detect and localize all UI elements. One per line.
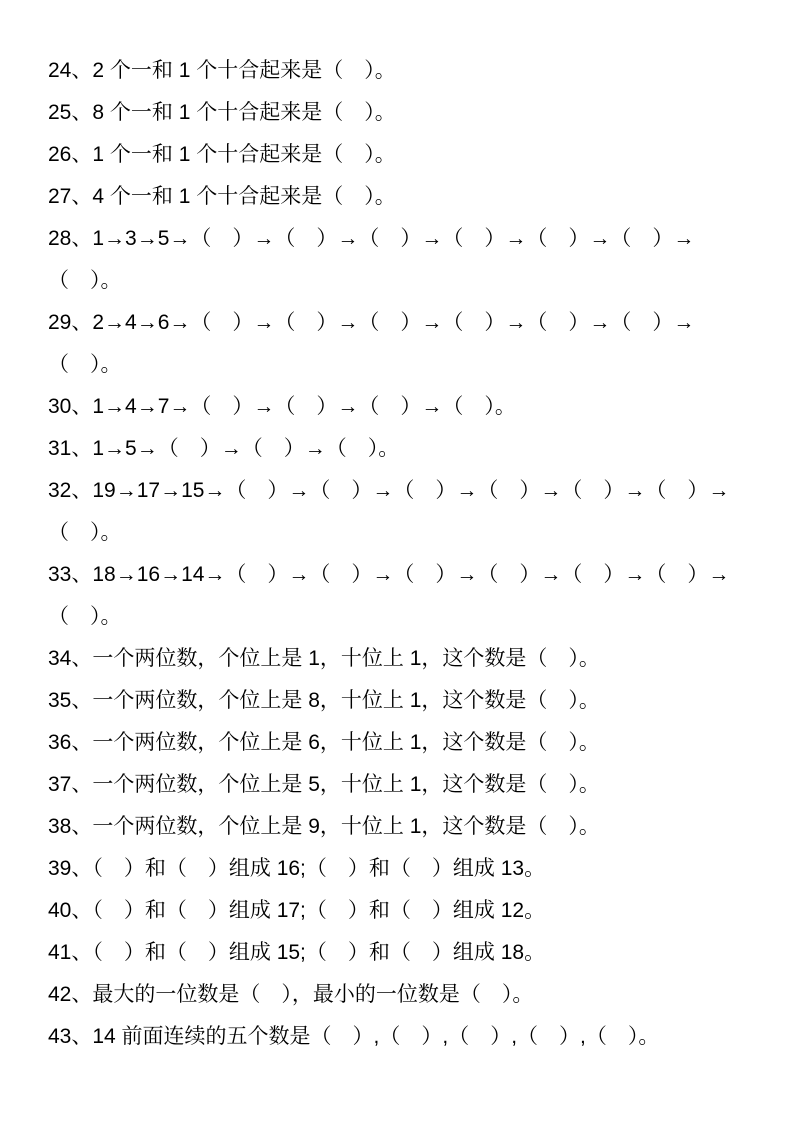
question-text: （ ）和（ ）组成 15;（ ）和（ ）组成 18。 — [92, 941, 546, 964]
question-item — [48, 176, 747, 218]
question-number: 41、 — [48, 941, 93, 964]
question-number: 32、 — [48, 479, 93, 502]
question-text: （ ）和（ ）组成 16;（ ）和（ ）组成 13。 — [92, 857, 546, 880]
question-item — [48, 680, 747, 722]
question-text: 1→5→（ ）→（ ）→（ ）。 — [92, 437, 400, 460]
question-text: 一个两位数，个位上是 1，十位上 1，这个数是（ ）。 — [92, 647, 600, 670]
question-number: 35、 — [48, 689, 93, 712]
question-text: 18→16→14→（ ）→（ ）→（ ）→（ ）→（ ）→（ ）→（ ）。 — [48, 563, 730, 628]
question-number: 30、 — [48, 395, 93, 418]
question-number: 25、 — [48, 101, 93, 124]
question-text: 最大的一位数是（ ），最小的一位数是（ ）。 — [92, 983, 534, 1006]
question-text: 1→4→7→（ ）→（ ）→（ ）→（ ）。 — [92, 395, 516, 418]
question-item — [48, 848, 747, 890]
question-list — [48, 50, 747, 1058]
question-number: 43、 — [48, 1025, 93, 1048]
question-item — [48, 428, 747, 470]
question-item — [48, 134, 747, 176]
question-item — [48, 638, 747, 680]
question-number: 24、 — [48, 59, 93, 82]
question-text: 一个两位数，个位上是 8，十位上 1，这个数是（ ）。 — [92, 689, 600, 712]
question-text: 19→17→15→（ ）→（ ）→（ ）→（ ）→（ ）→（ ）→（ ）。 — [48, 479, 730, 544]
question-number: 37、 — [48, 773, 93, 796]
question-number: 29、 — [48, 311, 93, 334]
question-item — [48, 92, 747, 134]
question-text: 8 个一和 1 个十合起来是（ ）。 — [92, 101, 396, 124]
question-number: 36、 — [48, 731, 93, 754]
question-item — [48, 764, 747, 806]
question-text: 一个两位数，个位上是 6，十位上 1，这个数是（ ）。 — [92, 731, 600, 754]
question-number: 34、 — [48, 647, 93, 670]
question-number: 40、 — [48, 899, 93, 922]
question-text: 1 个一和 1 个十合起来是（ ）。 — [92, 143, 396, 166]
question-text: 一个两位数，个位上是 5，十位上 1，这个数是（ ）。 — [92, 773, 600, 796]
question-text: 2 个一和 1 个十合起来是（ ）。 — [92, 59, 396, 82]
question-item — [48, 722, 747, 764]
question-number: 39、 — [48, 857, 93, 880]
question-item — [48, 890, 747, 932]
question-item — [48, 974, 747, 1016]
question-text: 1→3→5→（ ）→（ ）→（ ）→（ ）→（ ）→（ ）→（ ）。 — [48, 227, 695, 292]
question-item — [48, 806, 747, 848]
question-number: 42、 — [48, 983, 93, 1006]
question-item — [48, 932, 747, 974]
question-item — [48, 50, 747, 92]
question-text: 14 前面连续的五个数是（ ）,（ ）,（ ）,（ ）,（ ）。 — [92, 1025, 660, 1048]
question-item — [48, 1016, 747, 1058]
question-number: 26、 — [48, 143, 93, 166]
question-number: 38、 — [48, 815, 93, 838]
question-item — [48, 302, 747, 386]
question-number: 31、 — [48, 437, 93, 460]
question-text: 4 个一和 1 个十合起来是（ ）。 — [92, 185, 396, 208]
question-text: （ ）和（ ）组成 17;（ ）和（ ）组成 12。 — [92, 899, 546, 922]
question-number: 33、 — [48, 563, 93, 586]
question-item — [48, 470, 747, 554]
question-item — [48, 554, 747, 638]
question-number: 28、 — [48, 227, 93, 250]
question-number: 27、 — [48, 185, 93, 208]
question-text: 2→4→6→（ ）→（ ）→（ ）→（ ）→（ ）→（ ）→（ ）。 — [48, 311, 695, 376]
question-item — [48, 386, 747, 428]
question-item — [48, 218, 747, 302]
question-text: 一个两位数，个位上是 9，十位上 1，这个数是（ ）。 — [92, 815, 600, 838]
